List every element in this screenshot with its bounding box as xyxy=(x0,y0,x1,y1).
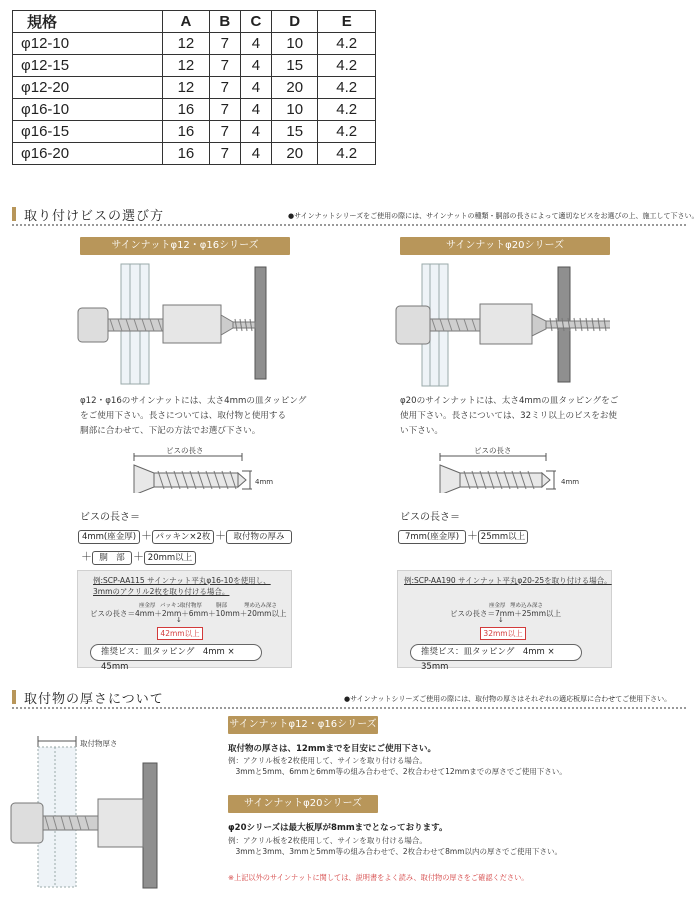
formula-term-depth: 20mm以上 xyxy=(144,551,196,565)
spec-value-cell: 16 xyxy=(163,121,210,143)
spec-value-cell: 10 xyxy=(271,33,318,55)
spec-size-cell: φ16-15 xyxy=(13,121,163,143)
series-header-12-16: サインナットφ12・φ16シリーズ xyxy=(80,237,290,255)
series-header-20: サインナットφ20シリーズ xyxy=(400,237,610,255)
example-result: 42mm以上 xyxy=(157,627,203,640)
spec-table-row xyxy=(13,77,376,99)
spec-value-cell: 4.2 xyxy=(318,77,376,99)
thickness-rule-20: φ20シリーズは最大板厚が8mmまでとなっております。 xyxy=(228,823,448,833)
spec-value-cell: 7 xyxy=(209,99,240,121)
formula-term-depth: 25mm以上 xyxy=(478,530,528,544)
section-title: 取付物の厚さについて xyxy=(24,692,164,707)
spec-value-cell: 4.2 xyxy=(318,143,376,165)
spec-value-cell: 16 xyxy=(163,99,210,121)
spec-size-cell: φ12-15 xyxy=(13,55,163,77)
spec-value-cell: 10 xyxy=(271,99,318,121)
spec-size-cell: φ16-20 xyxy=(13,143,163,165)
screw-diagram-12-16 xyxy=(130,453,260,493)
label-depth: 埋め込み深さ xyxy=(244,603,278,609)
label-washer: 座金厚 xyxy=(139,603,156,609)
label-depth: 埋め込み深さ xyxy=(510,603,544,609)
plus-sign: ＋ xyxy=(81,550,92,563)
series-header-20: サインナットφ20シリーズ xyxy=(228,795,378,813)
spec-value-cell: 4.2 xyxy=(318,99,376,121)
spec-size-cell: φ16-10 xyxy=(13,99,163,121)
spec-table xyxy=(12,10,376,165)
label-packing: パッキン xyxy=(160,603,182,609)
spec-table-row xyxy=(13,99,376,121)
spec-size-cell: φ12-10 xyxy=(13,33,163,55)
section-note: ●サインナットシリーズご使用の際には、取付物の厚さはそれぞれの適応板厚に合わせてご使用下さい。 xyxy=(344,695,672,703)
plus-sign: ＋ xyxy=(133,550,144,563)
col-header: D xyxy=(271,11,318,33)
screw-diameter: 4mm xyxy=(561,478,580,486)
label-washer: 座金厚 xyxy=(489,603,506,609)
col-header: 規格 xyxy=(13,11,163,33)
spec-value-cell: 4 xyxy=(240,121,271,143)
spec-value-cell: 4 xyxy=(240,99,271,121)
spec-table-row xyxy=(13,55,376,77)
spec-value-cell: 7 xyxy=(209,77,240,99)
spec-table-row xyxy=(13,121,376,143)
footnote: ※上記以外のサインナットに関しては、説明書をよく読み、取付物の厚さをご確認ください。 xyxy=(228,873,529,882)
spec-table-row xyxy=(13,143,376,165)
recommended-screw: 推奨ビス：皿タッピング 4mm × 45mm xyxy=(90,644,262,661)
example-title-2: 3mmのアクリル2枚を取り付ける場合。 xyxy=(93,587,230,596)
series-header-12-16: サインナットφ12・φ16シリーズ xyxy=(228,716,378,734)
plus-sign: ＋ xyxy=(467,529,478,542)
screw-length-label: ビスの長さ xyxy=(166,446,204,455)
section-title: 取り付けビスの選び方 xyxy=(24,209,165,224)
col-header: E xyxy=(318,11,376,33)
formula-label: ビスの長さ＝ xyxy=(400,512,460,523)
spec-value-cell: 4.2 xyxy=(318,121,376,143)
screw-diameter: 4mm xyxy=(255,478,274,486)
spec-value-cell: 4.2 xyxy=(318,33,376,55)
spec-value-cell: 4 xyxy=(240,55,271,77)
section-divider xyxy=(12,224,686,226)
section-marker xyxy=(12,207,16,221)
spec-value-cell: 4.2 xyxy=(318,55,376,77)
spec-value-cell: 12 xyxy=(163,55,210,77)
spec-size-cell: φ12-20 xyxy=(13,77,163,99)
section-note: ●サインナットシリーズをご使用の際には、サインナットの種類・胴部の長さによって適切なビスをお選びの上、施工して下さい。 xyxy=(288,212,699,220)
section-marker xyxy=(12,690,16,704)
spec-value-cell: 12 xyxy=(163,77,210,99)
spec-value-cell: 20 xyxy=(271,77,318,99)
formula-term-body: 胴 部 xyxy=(92,551,132,565)
thickness-example-12-16: 例：アクリル板を2枚使用して、サインを取り付ける場合。 3mmと5mm、6mmと6mm等の組み合わせで、2枚合わせて12mmまでの厚さでご使用下さい。 xyxy=(228,756,567,776)
spec-value-cell: 7 xyxy=(209,121,240,143)
spec-value-cell: 7 xyxy=(209,143,240,165)
plus-sign: ＋ xyxy=(215,529,226,542)
spec-value-cell: 20 xyxy=(271,143,318,165)
description-12-16: φ12・φ16のサインナットには、太さ4mmの皿タッピング をご使用下さい。長さについては、取付物と使用する 胴部に合わせて、下記の方法でお選び下さい。 xyxy=(80,396,307,436)
spec-value-cell: 15 xyxy=(271,121,318,143)
formula-term-packing: パッキン×2枚 xyxy=(152,530,214,544)
col-header: B xyxy=(209,11,240,33)
thickness-diagram xyxy=(8,733,168,893)
formula-label: ビスの長さ＝ xyxy=(80,512,140,523)
example-calc: ビスの長さ＝4mm＋2mm＋6mm＋10mm＋20mm以上 xyxy=(90,609,287,618)
formula-term-washer: 4mm(座金厚) xyxy=(78,530,140,544)
description-20: φ20のサインナットには、太さ4mmの皿タッピングをご 使用下さい。長さについては、32ミリ以上のビスをお使 い下さい。 xyxy=(400,396,619,436)
col-header: C xyxy=(240,11,271,33)
spec-value-cell: 16 xyxy=(163,143,210,165)
thickness-label: 取付物厚さ xyxy=(80,739,118,748)
arrow-down: ↓ xyxy=(498,616,504,624)
spec-value-cell: 7 xyxy=(209,55,240,77)
col-header: A xyxy=(163,11,210,33)
assembly-diagram-20 xyxy=(390,262,610,387)
spec-value-cell: 7 xyxy=(209,33,240,55)
example-calc: ビスの長さ＝7mm＋25mm以上 xyxy=(450,609,562,618)
spec-value-cell: 4 xyxy=(240,143,271,165)
example-result: 32mm以上 xyxy=(480,627,526,640)
thickness-rule-12-16: 取付物の厚さは、12mmまでを目安にご使用下さい。 xyxy=(228,744,437,754)
spec-value-cell: 4 xyxy=(240,33,271,55)
plus-sign: ＋ xyxy=(141,529,152,542)
thickness-example-20: 例：アクリル板を2枚使用して、サインを取り付ける場合。 3mmと3mm、3mmと5mm等の組み合わせで、2枚合わせて8mm以内の厚さでご使用下さい。 xyxy=(228,836,563,856)
assembly-diagram-12-16 xyxy=(70,262,290,387)
section-divider xyxy=(12,707,686,709)
screw-diagram-20 xyxy=(436,453,566,493)
spec-table-row xyxy=(13,33,376,55)
label-thickness: 取付物厚 xyxy=(180,603,203,609)
screw-length-label: ビスの長さ xyxy=(474,446,512,455)
example-title: 例:SCP-AA190 サインナット平丸φ20-25を取り付ける場合。 xyxy=(404,576,612,585)
label-body: 胴部 xyxy=(216,603,228,609)
formula-term-thickness: 取付物の厚み xyxy=(226,530,292,544)
formula-term-washer: 7mm(座金厚) xyxy=(398,530,466,544)
arrow-down: ↓ xyxy=(176,616,182,624)
spec-value-cell: 15 xyxy=(271,55,318,77)
recommended-screw: 推奨ビス：皿タッピング 4mm × 35mm xyxy=(410,644,582,661)
spec-table-header-row xyxy=(13,11,376,33)
example-title: 例:SCP-AA115 サインナット平丸φ16-10を使用し、 xyxy=(93,576,271,585)
spec-value-cell: 4 xyxy=(240,77,271,99)
spec-value-cell: 12 xyxy=(163,33,210,55)
